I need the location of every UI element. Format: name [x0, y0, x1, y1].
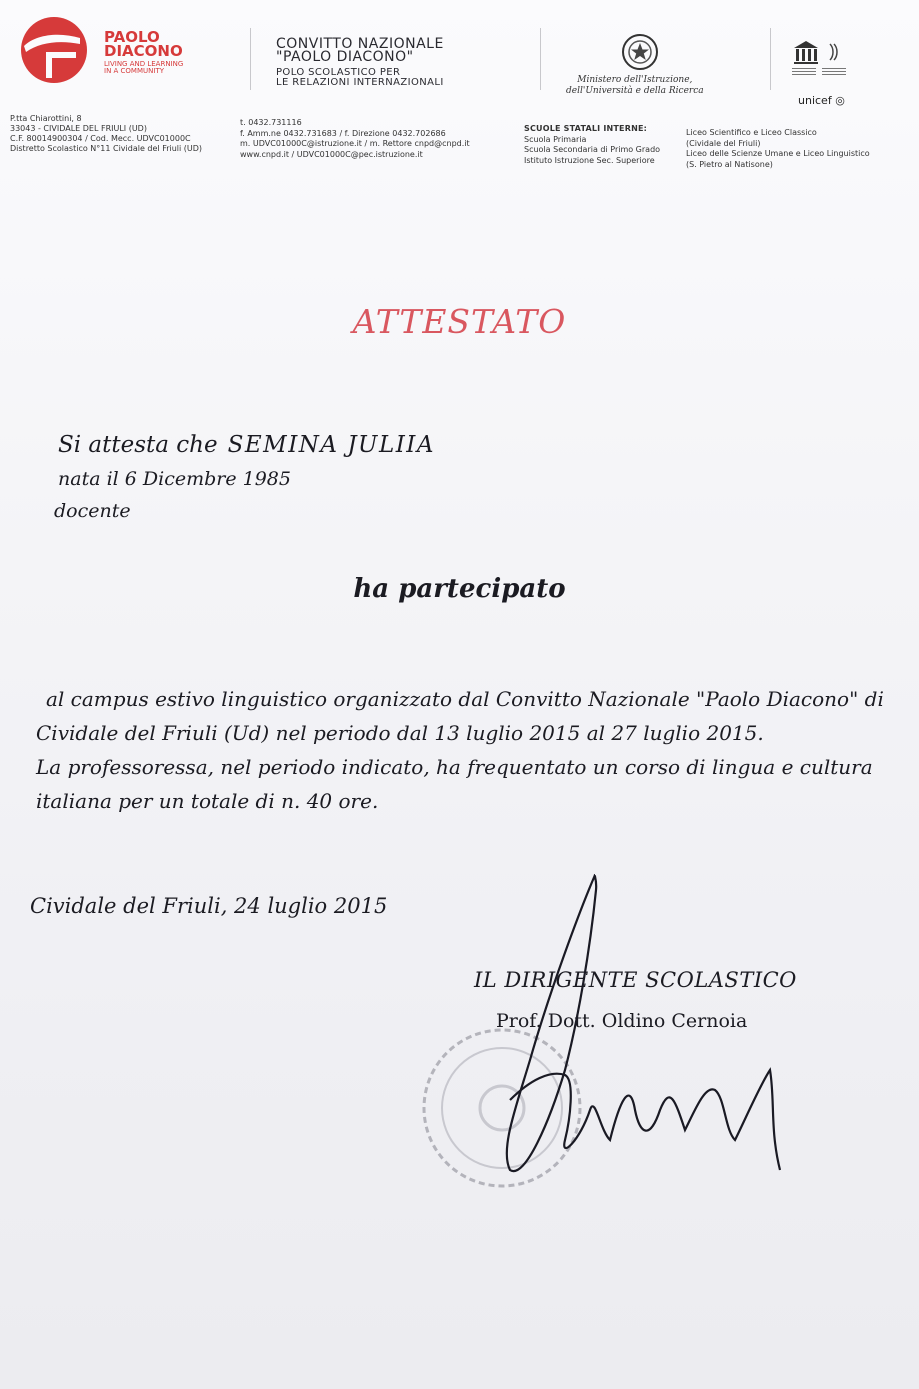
certificate-body [36, 682, 886, 818]
licei-block [686, 128, 870, 170]
person-name: SEMINA JULIIA [227, 432, 435, 458]
ministero-line2: dell'Università e della Ricerca [566, 86, 704, 96]
scuole-heading: SCUOLE STATALI INTERNE: [524, 124, 648, 133]
school-logo-name [104, 30, 183, 58]
polo-line2: LE RELAZIONI INTERNAZIONALI [276, 77, 444, 88]
birth-line: nata il 6 Dicembre 1985 [58, 468, 291, 490]
handwritten-signature [470, 870, 790, 1190]
scuola-line: Scuola Secondaria di Primo Grado [524, 145, 661, 154]
signatory-name: Prof. Dott. Oldino Cernoia [496, 1010, 748, 1032]
place-date: Cividale del Friuli, 24 luglio 2015 [30, 894, 388, 918]
scuola-line: Scuola Primaria [524, 134, 587, 144]
globe-icon: ◎ [835, 94, 845, 107]
contact-line: f. Amm.ne 0432.731683 / f. Direzione 0432.702686 [240, 128, 446, 138]
contact-line: m. UDVC01000C@istruzione.it / m. Rettore cnpd@cnpd.it [240, 139, 470, 148]
attesta-line [58, 432, 435, 458]
institution-name [276, 38, 444, 64]
liceo-line: (S. Pietro al Natisone) [686, 159, 773, 169]
school-logo-tagline-line2: IN A COMMUNITY [104, 67, 164, 75]
polo-scolastico [276, 68, 444, 88]
contacts-block [240, 118, 470, 160]
contact-line: t. 0432.731116 [240, 118, 302, 127]
scuole-block [524, 124, 660, 166]
paragraph-course: La professoressa, nel periodo indicato, ha frequentato un corso di lingua e cultura italiana per un totale di n. 40 ore. [36, 755, 873, 813]
institution-name-line2: "PAOLO DIACONO" [276, 49, 414, 65]
scuola-line: Istituto Istruzione Sec. Superiore [524, 155, 655, 165]
address-line: 33043 - CIVIDALE DEL FRIULI (UD) [10, 124, 147, 133]
school-logo-name-line2: DIACONO [104, 42, 183, 60]
address-line: C.F. 80014900304 / Cod. Mecc. UDVC01000C [10, 134, 191, 143]
unicef-text: unicef [798, 94, 832, 107]
italian-republic-emblem-icon [620, 32, 660, 72]
role-line: docente [54, 500, 131, 522]
paolo-diacono-logo-icon [16, 16, 92, 84]
liceo-line: (Cividale del Friuli) [686, 138, 761, 148]
paragraph-campus: al campus estivo linguistico organizzato dal Convitto Nazionale "Paolo Diacono" di Cividale del Friuli (Ud) nel periodo dal 13 luglio 2015 al 27 luglio 2015. [36, 687, 884, 745]
participated-heading: ha partecipato [353, 574, 566, 604]
liceo-line: Liceo delle Scienze Umane e Liceo Linguistico [686, 149, 870, 158]
institution-name-line1: CONVITTO NAZIONALE [276, 36, 444, 52]
signatory-title: IL DIRIGENTE SCOLASTICO [474, 968, 797, 992]
address-line: Distretto Scolastico N°11 Cividale del Friuli (UD) [10, 144, 203, 153]
school-logo-name-line1: PAOLO [104, 28, 160, 46]
address-block [10, 114, 202, 154]
letterhead [0, 0, 919, 190]
school-logo-tagline [104, 61, 183, 75]
liceo-line: Liceo Scientifico e Liceo Classico [686, 128, 817, 137]
document-title: ATTESTATO [352, 302, 567, 341]
address-line: P.tta Chiarottini, 8 [10, 114, 82, 123]
unicef-label [798, 94, 845, 107]
polo-line1: POLO SCOLASTICO PER [276, 67, 401, 78]
school-logo-tagline-line1: LIVING AND LEARNING [104, 60, 184, 68]
attesta-prefix: Si attesta che [58, 432, 218, 458]
contact-line: www.cnpd.it / UDVC01000C@pec.istruzione.it [240, 149, 423, 159]
header-divider [540, 28, 541, 90]
header-divider [770, 28, 771, 90]
header-divider [250, 28, 251, 90]
unesco-logo-icon [790, 38, 850, 80]
ministero-line1: Ministero dell'Istruzione, [577, 75, 693, 85]
ministero-label [566, 75, 704, 97]
